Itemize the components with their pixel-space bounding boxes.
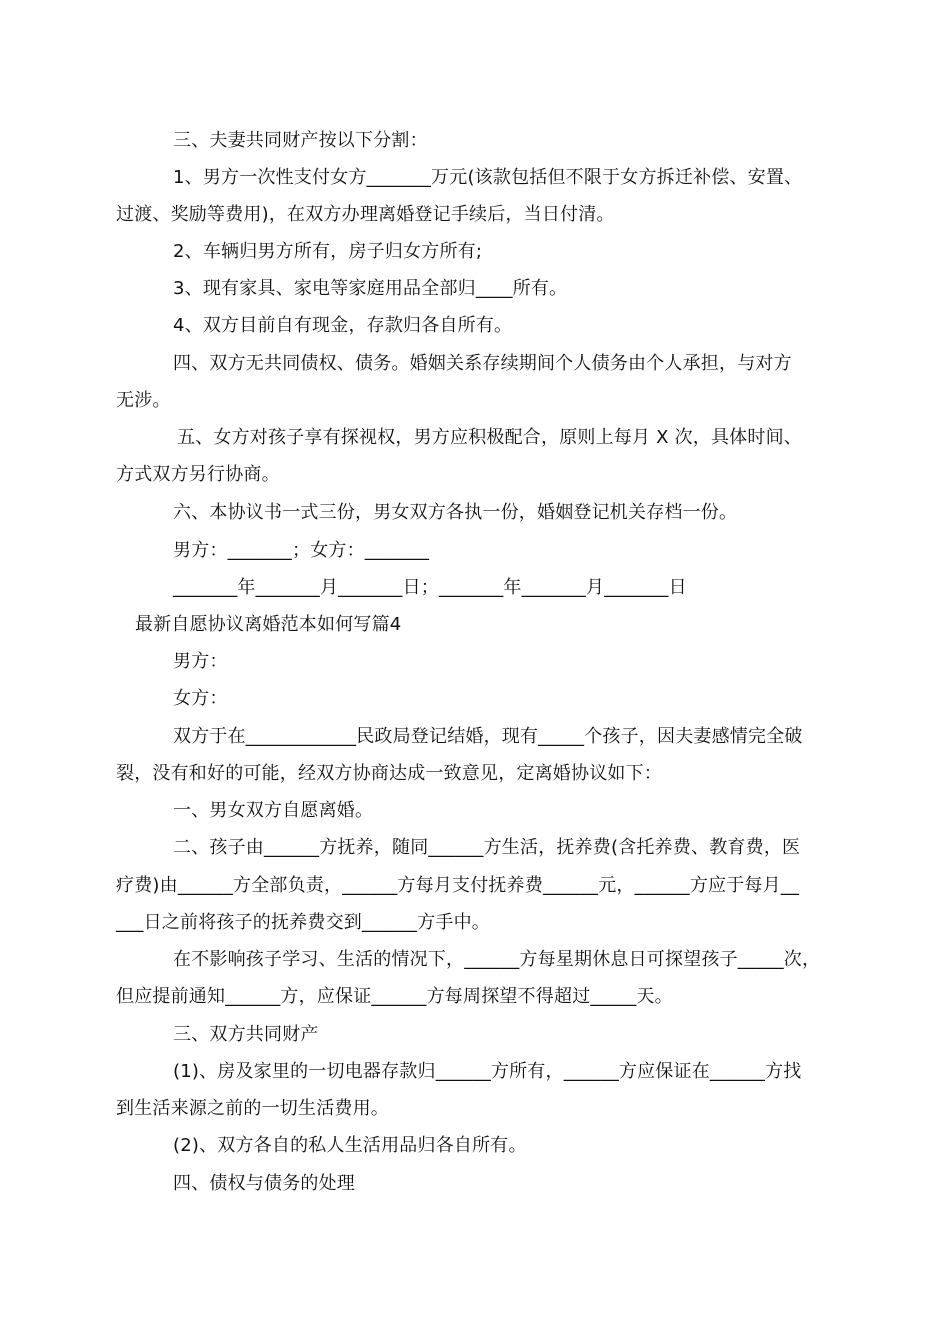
paragraph-line: 1、男方一次性支付女方_______万元(该款包括但不限于女方拆迁补偿、安置、	[173, 167, 803, 188]
signature-line: 男方：_______；女方：_______	[173, 540, 430, 561]
paragraph-line: 三、双方共同财产	[173, 1024, 319, 1045]
section-three-heading: 三、夫妻共同财产按以下分割：	[173, 130, 428, 151]
paragraph-line: 六、本协议书一式三份，男女双方各执一份，婚姻登记机关存档一份。	[173, 502, 738, 523]
paragraph-line: 裂，没有和好的可能，经双方协商达成一致意见，定离婚协议如下：	[116, 763, 662, 784]
paragraph-line: 一、男女双方自愿离婚。	[173, 800, 374, 821]
party-male-label: 男方：	[173, 651, 228, 672]
party-female-label: 女方：	[173, 688, 228, 709]
section-four-heading: 四、债权与债务的处理	[173, 1173, 355, 1194]
paragraph-line: 无涉。	[116, 390, 171, 411]
paragraph-line: 疗费)由______方全部负责，______方每月支付抚养费______元，______方应于每月__	[116, 875, 800, 896]
paragraph-line: (2)、双方各自的私人生活用品归各自所有。	[173, 1135, 527, 1156]
paragraph-line: (1)、房及家里的一切电器存款归______方所有，______方应保证在______方找	[173, 1061, 802, 1082]
paragraph-line: 在不影响孩子学习、生活的情况下，______方每星期休息日可探望孩子_____次，	[173, 949, 821, 970]
paragraph-line: 4、双方目前自有现金，存款归各自所有。	[173, 315, 513, 336]
paragraph-line: ___日之前将孩子的抚养费交到______方手中。	[116, 912, 490, 933]
paragraph-line: 3、现有家具、家电等家庭用品全部归____所有。	[173, 278, 568, 299]
paragraph-line: 方式双方另行协商。	[116, 464, 280, 485]
paragraph-line: 二、孩子由______方抚养，随同______方生活，抚养费(含托养费、教育费，医	[173, 837, 801, 858]
paragraph-line: 四、双方无共同债权、债务。婚姻关系存续期间个人债务由个人承担，与对方	[173, 353, 792, 374]
paragraph-line: 五、女方对孩子享有探视权，男方应积极配合，原则上每月 X 次，具体时间、	[177, 427, 802, 448]
paragraph-line: 2、车辆归男方所有，房子归女方所有;	[173, 241, 483, 262]
date-line: _______年_______月_______日；_______年_______月_______日	[173, 577, 687, 598]
paragraph-line: 但应提前通知______方，应保证______方每周探望不得超过_____天。	[116, 986, 673, 1007]
paragraph-line: 过渡、奖励等费用)，在双方办理离婚登记手续后，当日付清。	[116, 204, 615, 225]
section-title: 最新自愿协议离婚范本如何写篇4	[135, 614, 402, 635]
paragraph-line: 双方于在____________民政局登记结婚，现有_____个孩子，因夫妻感情完全破	[173, 726, 803, 747]
paragraph-line: 到生活来源之前的一切生活费用。	[116, 1098, 389, 1119]
